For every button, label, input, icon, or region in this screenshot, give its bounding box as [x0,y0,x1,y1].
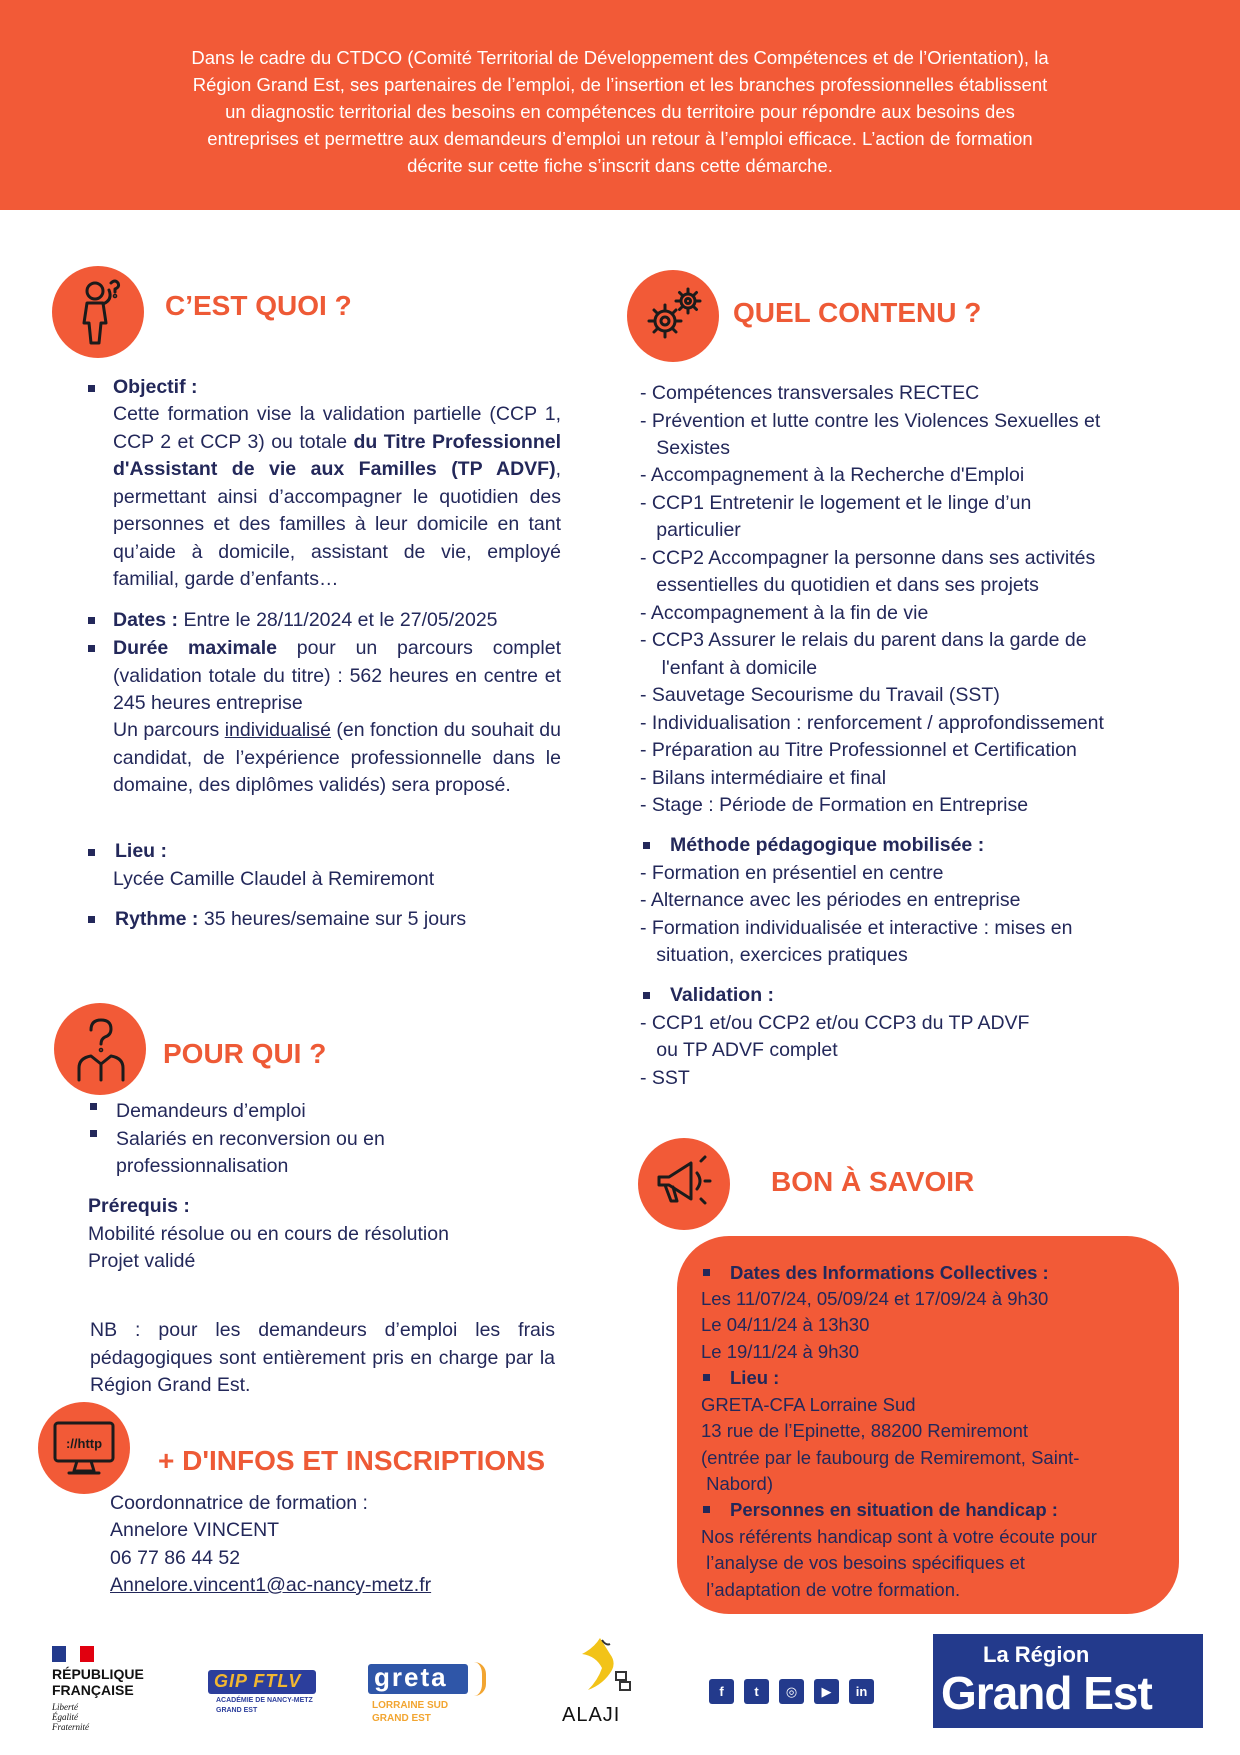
list-item: ou TP ADVF complet [640,1039,838,1061]
republique-francaise-logo: RÉPUBLIQUE FRANÇAISE Liberté Égalité Fraternité [52,1646,144,1746]
twitter-icon[interactable]: t [744,1679,769,1704]
list-item: - Compétences transversales RECTEC [640,382,980,404]
lieu-line: GRETA-CFA Lorraine Sud [701,1394,916,1415]
email-link[interactable]: Annelore.vincent1@ac-nancy-metz.fr [110,1574,432,1596]
list-item: particulier [640,519,741,541]
thinking-person-icon [52,266,144,358]
section-title-contenu: QUEL CONTENU ? [733,297,982,328]
section-title-pourqui: POUR QUI ? [163,1038,327,1069]
duree-text: Durée maximale pour un parcours complet (validation totale du titre) : 562 heures en centre et 245 heures entreprise [113,637,561,714]
prerequis-label: Prérequis : [88,1195,190,1217]
bullet [88,645,95,652]
megaphone-icon [638,1138,730,1230]
gears-icon [627,270,719,362]
http-text: ://http [65,1436,103,1451]
handicap-line: l’analyse de vos besoins spécifiques et [701,1552,1025,1573]
dates-text: Dates : Entre le 28/11/2024 et le 27/05/2025 [113,609,498,631]
methode-label: Méthode pédagogique mobilisée : [670,834,985,856]
lieu-value: Lycée Camille Claudel à Remiremont [113,868,435,890]
list-item: Projet validé [88,1250,196,1272]
question-person-icon [54,1003,146,1095]
section-title-quoi: C’EST QUOI ? [165,290,352,321]
validation-label: Validation : [670,984,775,1006]
list-item: - CCP3 Assurer le relais du parent dans la garde de [640,629,1087,651]
info-line: Le 04/11/24 à 13h30 [701,1314,870,1335]
list-item: - Alternance avec les périodes en entreprise [640,889,1021,911]
handicap-line: l’adaptation de votre formation. [701,1579,961,1600]
bullet [88,849,95,856]
linkedin-icon[interactable]: in [849,1679,874,1704]
list-item: - CCP2 Accompagner la personne dans ses activités [640,547,1096,569]
list-item: - Formation individualisée et interactive : mises en [640,917,1073,939]
bullet [90,1130,97,1137]
list-item: - Bilans intermédiaire et final [640,767,887,789]
list-item: situation, exercices pratiques [640,944,908,966]
list-item: l'enfant à domicile [640,657,818,679]
bullet [88,385,95,392]
list-item: - CCP1 et/ou CCP2 et/ou CCP3 du TP ADVF [640,1012,1030,1034]
alaji-logo: ALAJI [556,1632,646,1732]
bullet [703,1374,710,1381]
instagram-icon[interactable]: ◎ [779,1679,804,1704]
bullet [703,1506,710,1513]
objectif-text: Cette formation vise la validation partielle (CCP 1, CCP 2 et CCP 3) ou totale du Titre Professionnel d'Assistant de vie aux Familles (TP ADVF), permettant ainsi d’accompagner le quotidien des personnes et des familles à leur domicile en tant qu’aide à domicile, assistant de vie, employé familial, garde d’enfants… [113,403,561,590]
bullet [643,842,650,849]
lieu-label: Lieu : [115,840,167,862]
info-line: Le 19/11/24 à 9h30 [701,1341,860,1362]
list-item: - Accompagnement à la Recherche d'Emploi [640,464,1025,486]
section-title-infos: + D'INFOS ET INSCRIPTIONS [158,1445,546,1476]
section-title-bon: BON À SAVOIR [771,1166,975,1197]
rythme-text: Rythme : 35 heures/semaine sur 5 jours [115,908,467,930]
region-grand-est-logo: La Région Grand Est [933,1634,1203,1728]
banner-text: Dans le cadre du CTDCO (Comité Territorial de Développement des Compétences et de l’Orientation), la Région Grand Est, ses partenaires de l’emploi, de l’insertion et les branches professionnelles établissent un diagnostic territorial des besoins en compétences du territoire pour répondre aux besoins des entreprises et permettre aux demandeurs d’emploi un retour à l’emploi efficace. L’action de formation décrite sur cette fiche s’inscrit dans cette démarche. [191,47,1049,176]
handicap-line: Nos référents handicap sont à votre écoute pour [701,1526,1097,1547]
list-item: - CCP1 Entretenir le logement et le linge d’un [640,492,1032,514]
list-item: Salariés en reconversion ou en [116,1128,385,1150]
bullet [703,1269,710,1276]
list-item: Mobilité résolue ou en cours de résolution [88,1223,449,1245]
computer-http-icon [38,1402,130,1494]
lieu-line: (entrée par le faubourg de Remiremont, Saint- [701,1447,1080,1468]
infos-line: Coordonnatrice de formation : [110,1492,368,1514]
list-item: - Accompagnement à la fin de vie [640,602,929,624]
bullet [88,916,95,923]
nb-text: NB : pour les demandeurs d’emploi les frais pédagogiques sont entièrement pris en charge par la Région Grand Est. [90,1319,555,1396]
list-item: - Individualisation : renforcement / approfondissement [640,712,1104,734]
infos-line: Annelore VINCENT [110,1519,280,1541]
lieu-line: 13 rue de l’Epinette, 88200 Remiremont [701,1420,1029,1441]
list-item: - Sauvetage Secourisme du Travail (SST) [640,684,1000,706]
info-line: Les 11/07/24, 05/09/24 et 17/09/24 à 9h30 [701,1288,1049,1309]
lieu-line: Nabord) [701,1473,773,1494]
objectif-label: Objectif : [113,376,198,398]
bon-lieu-label: Lieu : [730,1367,780,1388]
handicap-label: Personnes en situation de handicap : [730,1499,1058,1520]
infos-line: 06 77 86 44 52 [110,1547,241,1569]
bullet [88,617,95,624]
youtube-icon[interactable]: ▶ [814,1679,839,1704]
list-item: Sexistes [640,437,730,459]
parcours-text: Un parcours individualisé (en fonction du souhait du candidat, de l’expérience professionnelle dans le domaine, des diplômes validés) sera proposé. [113,719,561,796]
list-item: - SST [640,1067,690,1089]
facebook-icon[interactable]: f [709,1679,734,1704]
list-item: - Stage : Période de Formation en Entreprise [640,794,1029,816]
list-item: - Préparation au Titre Professionnel et Certification [640,739,1077,761]
list-item: essentielles du quotidien et dans ses projets [640,574,1039,596]
list-item: - Prévention et lutte contre les Violences Sexuelles et [640,410,1101,432]
gip-ftlv-logo: GIP FTLV ACADÉMIE DE NANCY-METZ GRAND EST [202,1668,332,1728]
greta-lorraine-sud-logo: greta LORRAINE SUD GRAND EST [354,1660,514,1730]
list-item: - Formation en présentiel en centre [640,862,944,884]
list-item: professionnalisation [116,1155,289,1177]
list-item: Demandeurs d’emploi [116,1100,306,1122]
info-label: Dates des Informations Collectives : [730,1262,1049,1283]
bullet [90,1103,97,1110]
bullet [643,992,650,999]
